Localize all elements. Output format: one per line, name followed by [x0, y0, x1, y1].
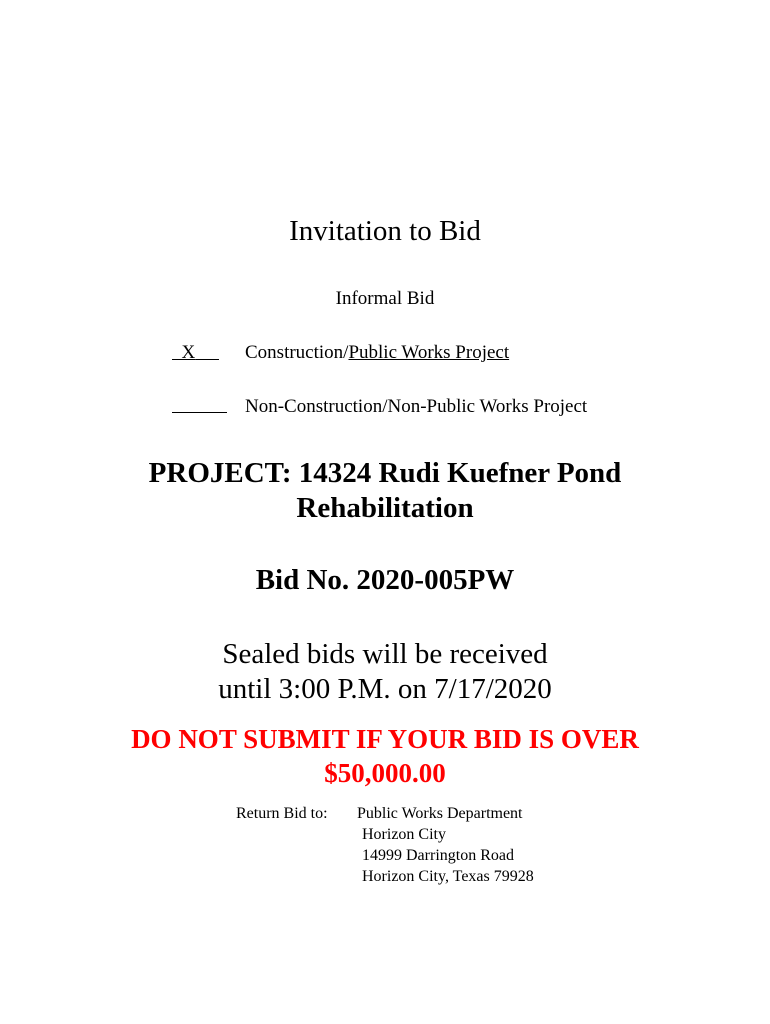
option-non-construction-mark: [172, 395, 227, 413]
project-heading: [0, 456, 770, 526]
warning-line-2: $50,000.00: [324, 758, 446, 788]
informal-bid-label: Informal Bid: [335, 288, 435, 309]
option-non-construction-label: Non-Construction/Non-Public Works Project: [245, 396, 588, 417]
deadline-text: [0, 637, 770, 707]
address-line: Public Works Department: [357, 805, 523, 822]
address-line: 14999 Darrington Road: [362, 847, 514, 864]
option-construction-label: Construction/Public Works Project: [245, 342, 510, 363]
return-address: [357, 803, 534, 887]
return-bid-label: Return Bid to:: [236, 805, 328, 822]
bid-number: Bid No. 2020-005PW: [255, 564, 515, 596]
project-line-1: PROJECT: 14324 Rudi Kuefner Pond: [148, 457, 622, 489]
document-title: Invitation to Bid: [289, 215, 481, 247]
address-line: Horizon City, Texas 79928: [362, 868, 534, 885]
address-line: Horizon City: [362, 826, 446, 843]
deadline-line-2: until 3:00 P.M. on 7/17/2020: [218, 673, 552, 705]
option-construction-mark: X: [181, 342, 196, 363]
project-line-2: Rehabilitation: [296, 492, 474, 524]
option-non-construction: [172, 395, 588, 420]
warning-line-1: DO NOT SUBMIT IF YOUR BID IS OVER: [131, 724, 639, 754]
bid-limit-warning: [0, 722, 770, 790]
option-construction: [172, 341, 510, 365]
deadline-line-1: Sealed bids will be received: [222, 638, 548, 670]
